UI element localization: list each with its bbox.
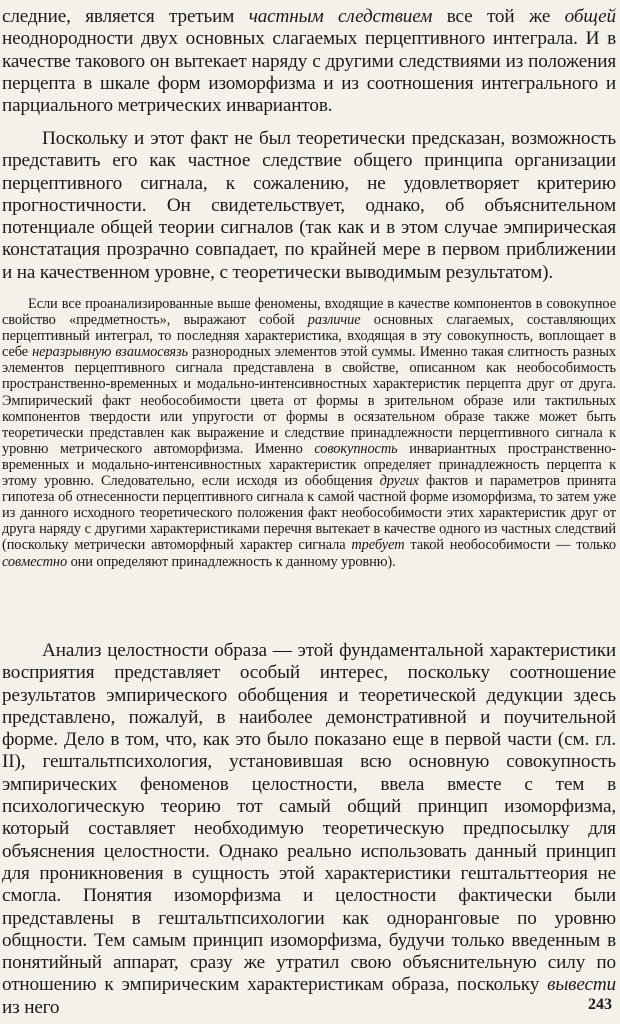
text-run: основных слагаемых, составляющих перцептивный интеграл, то последняя характеристика, входящая в эту совокупность, воплощает в себе <box>2 312 616 361</box>
paragraph-prognostic <box>2 128 616 284</box>
text-run: они определяют принадлежность к данному уровню). <box>67 553 396 570</box>
emphasis-text: вывести <box>547 974 616 996</box>
emphasis-text: требует <box>351 537 405 554</box>
text-run: из него <box>2 996 60 1018</box>
text-run: инвариантных пространственно-временных и модально-интенсивностных характеристик определяет принадлежность перцепта к этому уровню. Следовательно, если исходя из обобщения <box>2 440 616 490</box>
text-run: фактов и параметров принята гипотеза об отнесенности перцептивного сигнала к самой частной форме изоморфизма, то затем уже из данного исходного теоретического положения факт необособимости этих характеристик друг от друга наряду с другими характеристиками перечня вытекает в качестве одного из частных следствий (поскольку метрически автоморфный характер сигнала <box>2 473 616 554</box>
text-run: следние, является третьим <box>2 6 249 27</box>
emphasis-text: других <box>379 473 419 490</box>
text-run: Поскольку и этот факт не был теоретически предсказан, возможность представить его как частное следствие общего принципа организации перцептивного сигнала, к сожалению, не удовлетворяет критерию прогностичности. Он свидетельствует, однако, об объяснительном потенциале общей теории сигналов (так как и в этом случае эмпирическая констатация прозрачно совпадает, по крайней мере в первом приближении и на качественном уровне, с теоретически выводимым результатом). <box>2 128 616 283</box>
text-run: все той же <box>432 6 565 27</box>
emphasis-text: совместно <box>2 553 68 570</box>
paragraph-continuation <box>2 6 616 117</box>
paragraph-note-inseparability <box>2 296 616 570</box>
emphasis-text: общей <box>564 6 616 27</box>
text-run: Анализ целостности образа — этой фундаментальной характеристики восприятия представляет особый интерес, поскольку соотношение результатов эмпирического обобщения и теоретической дедукции здесь представлено, пожалуй, в наиболее демонстративной и поучительной форме. Дело в том, что, как это было показано еще в первой части (см. гл. II), гештальтпсихология, установившая всю основную совокупность эмпирических феноменов целостности, ввела вместе с тем в психологическую теорию тот самый общий принцип изоморфизма, который составляет необходимую теоретическую предпосылку для объяснения целостности. Однако реально использовать данный принцип для проникновения в сущность этой характеристики гештальттеория не смогла. Понятия изоморфизма и целостности фактически были представлены в гештальтпсихологии как одноранговые по уровню общности. Тем самым принцип изоморфизма, будучи только введенным в понятийный аппарат, сразу же утратил свою объяснительную силу по отношению к эмпирическим характеристикам образа, поскольку <box>2 640 616 996</box>
emphasis-text: различие <box>307 312 361 329</box>
emphasis-text: неразрывную взаимосвязь <box>32 344 188 361</box>
emphasis-text: совокупность <box>314 440 398 457</box>
text-run: Если все проанализированные выше феномены, входящие в качестве компонентов в совокупное свойство «предметность», выражают собой <box>2 296 616 329</box>
text-run: такой необособимости — только <box>404 537 616 554</box>
book-page <box>2 0 616 1024</box>
emphasis-text: частным следствием <box>248 6 433 27</box>
text-run: разнородных элементов этой суммы. Именно такая слитность разных элементов перцептивного сигнала представлена в свойстве, описанном как необособимость пространственно-временных и модально-интенсивностных характеристик перцепта друг от друга. Эмпирический факт необособимости цвета от формы в зрительном образе или тактильных компонентов твердости или упругости от формы в осязательном образе также может быть теоретически представлен как выражение и следствие принадлежности перцептивного сигнала к уровню метрического автоморфизма. Именно <box>2 344 616 457</box>
text-run: неоднородности двух основных слагаемых перцептивного интеграла. И в качестве такового он вытекает наряду с другими следствиями из положения перцепта в шкале форм изоморфизма и из соотношения интегрального и парциального метрических инвариантов. <box>2 28 616 117</box>
paragraph-integrity-analysis <box>2 640 616 1019</box>
page-number: 243 <box>588 996 612 1013</box>
